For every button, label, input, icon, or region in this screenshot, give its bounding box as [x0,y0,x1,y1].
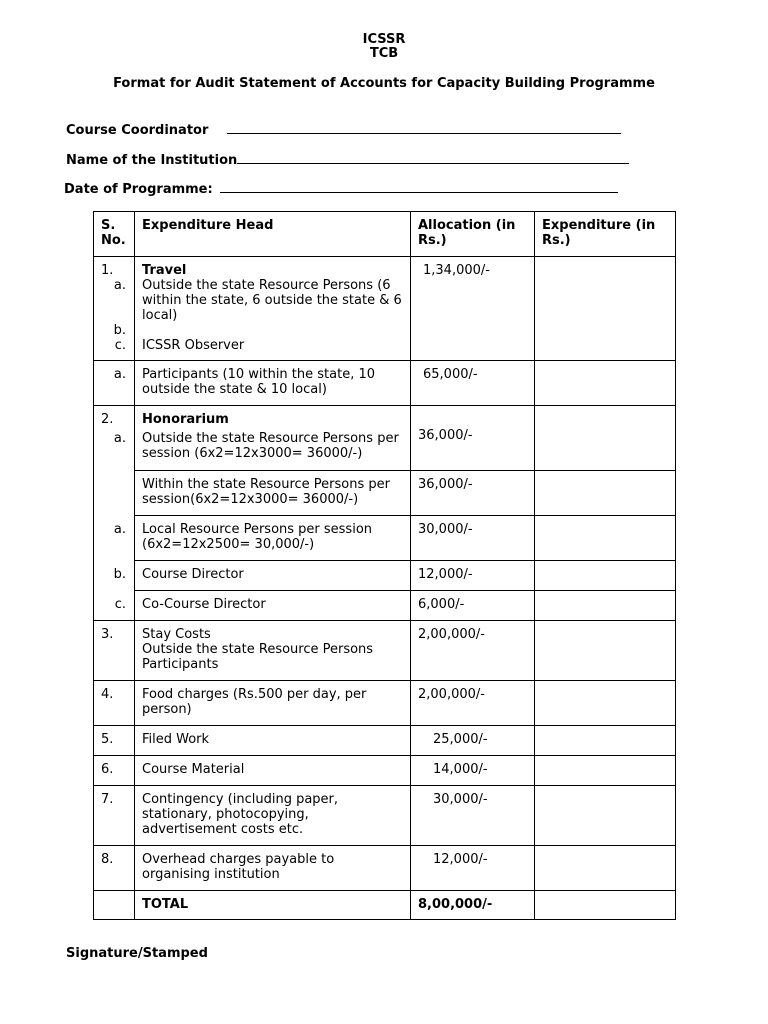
expenditure-cell[interactable] [535,726,676,756]
row-number: 2. [101,412,114,427]
expenditure-cell[interactable] [535,891,676,920]
sub-label: a. [113,431,126,446]
sub-label: a. [113,367,126,382]
row-number: 1. [101,263,114,278]
document-title: Format for Audit Statement of Accounts for Capacity Building Programme [113,76,655,91]
expenditure-head-cell: Local Resource Persons per session (6x2=12x2500= 30,000/-) [135,516,411,561]
allocation-cell: 14,000/- [411,756,535,786]
expenditure-head-header: Expenditure Head [135,212,411,257]
allocation-cell: 2,00,000/- [411,621,535,681]
institution-blank-line[interactable] [237,151,629,164]
expenditure-head-cell [135,257,411,361]
item-text: Outside the state Resource Persons per session (6x2=12x3000= 36000/-) [142,431,399,461]
allocation-cell: 2,00,000/- [411,681,535,726]
expenditure-head-cell: Contingency (including paper, stationary, photocopying, advertisement costs etc. [135,786,411,846]
allocation-cell: 30,000/- [411,516,535,561]
item-text: Outside the state Resource Persons (6 within the state, 6 outside the state & 6 local) [142,278,402,323]
coordinator-field [66,121,621,139]
expenditure-cell[interactable] [535,516,676,561]
allocation-cell: 12,000/- [411,846,535,891]
institution-field [66,151,629,169]
expenditure-cell[interactable] [535,561,676,591]
accounts-table [93,211,676,920]
sub-label: b. [113,566,126,582]
date-blank-line[interactable] [220,180,618,193]
row-number-cell [94,591,135,621]
table-row [94,361,676,406]
coordinator-label: Course Coordinator [66,123,209,138]
row-number-cell: 6. [94,756,135,786]
expenditure-cell[interactable] [535,591,676,621]
row-number-cell: 5. [94,726,135,756]
sno-header: S. No. [94,212,135,257]
allocation-cell: 6,000/- [411,591,535,621]
row-number-cell: 8. [94,846,135,891]
row-number-cell: 3. [94,621,135,681]
institution-label: Name of the Institution [66,153,238,168]
expenditure-cell[interactable] [535,361,676,406]
expenditure-cell[interactable] [535,257,676,361]
table-row [94,591,676,621]
table-row [94,681,676,726]
table-row [94,621,676,681]
table-header-row [94,212,676,257]
table-row [94,406,676,471]
table-row [94,786,676,846]
sub-label: c. [114,338,126,353]
total-allocation: 8,00,000/- [411,891,535,920]
table-row [94,756,676,786]
signature-label: Signature/Stamped [66,946,208,961]
expenditure-head-cell: Course Material [135,756,411,786]
allocation-cell: 65,000/- [411,361,535,406]
table-row [94,846,676,891]
item-text: Stay Costs [142,627,211,642]
table-row [94,257,676,361]
allocation-cell: 36,000/- [411,471,535,516]
allocation-cell: 12,000/- [411,561,535,591]
item-text: Participants [142,657,219,672]
row-number-cell [94,406,135,471]
expenditure-cell[interactable] [535,406,676,471]
table-row [94,726,676,756]
expenditure-head-cell [135,406,411,471]
expenditure-cell[interactable] [535,756,676,786]
section-heading: Travel [142,263,187,278]
row-number-cell [94,516,135,561]
row-number-cell [94,891,135,920]
expenditure-head-cell: Course Director [135,561,411,591]
allocation-cell: 25,000/- [411,726,535,756]
table-row [94,561,676,591]
sub-label: b. [113,323,126,338]
row-number-cell [94,471,135,516]
expenditure-cell[interactable] [535,786,676,846]
expenditure-head-cell: Participants (10 within the state, 10 outside the state & 10 local) [135,361,411,406]
expenditure-head-cell: Food charges (Rs.500 per day, per person) [135,681,411,726]
section-heading: Honorarium [142,412,229,427]
expenditure-cell[interactable] [535,471,676,516]
expenditure-cell[interactable] [535,621,676,681]
expenditure-head-cell [135,621,411,681]
item-text: ICSSR Observer [142,338,245,353]
allocation-cell: 36,000/- [411,406,535,471]
item-text: Outside the state Resource Persons [142,642,374,657]
expenditure-cell[interactable] [535,681,676,726]
sub-label: a. [113,278,126,293]
expenditure-header: Expenditure (in Rs.) [535,212,676,257]
total-label: TOTAL [135,891,411,920]
row-number-cell: 7. [94,786,135,846]
unit-name: TCB [369,46,399,61]
sub-label: a. [113,521,126,537]
allocation-cell: 1,34,000/- [411,257,535,361]
expenditure-head-cell: Overhead charges payable to organising institution [135,846,411,891]
org-name: ICSSR [362,32,406,47]
row-number-cell [94,361,135,406]
sub-label: c. [114,596,126,612]
expenditure-head-cell: Within the state Resource Persons per session(6x2=12x3000= 36000/-) [135,471,411,516]
date-label: Date of Programme: [64,182,213,197]
allocation-cell: 30,000/- [411,786,535,846]
row-number-cell [94,257,135,361]
row-number-cell: 4. [94,681,135,726]
coordinator-blank-line[interactable] [227,121,621,134]
total-row [94,891,676,920]
expenditure-cell[interactable] [535,846,676,891]
expenditure-head-cell: Co-Course Director [135,591,411,621]
expenditure-head-cell: Filed Work [135,726,411,756]
row-number-cell [94,561,135,591]
date-field [64,180,618,198]
table-row [94,471,676,516]
allocation-header: Allocation (in Rs.) [411,212,535,257]
table-row [94,516,676,561]
